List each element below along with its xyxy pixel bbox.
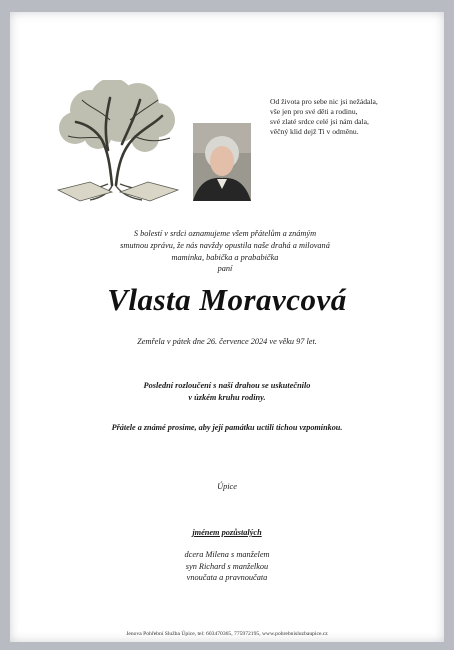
survivor-line: syn Richard s manželkou <box>185 561 269 571</box>
funeral-service-footer: Jenova Pohřební Služba Úpice, tel: 603470365, 775972195, www.pohrebnisluzbaupice.cz <box>126 631 328 637</box>
death-notice: Zemřela v pátek dne 26. července 2024 ve věku 97 let. <box>137 337 317 346</box>
friends-request: Přátele a známé prosíme, aby její památku uctili tichou vzpomínkou. <box>111 423 343 432</box>
farewell-line: v úzkém kruhu rodiny. <box>188 393 266 402</box>
farewell-line: Poslední rozloučení s naší drahou se uskutečnilo <box>143 381 311 390</box>
portrait-photo <box>193 123 251 201</box>
poem-line: vše jen pro své děti a rodinu, <box>270 107 358 116</box>
farewell-info <box>80 380 374 404</box>
announcement-intro <box>60 228 390 275</box>
survivors-list <box>0 549 454 584</box>
survivors-heading-text: jménem pozůstalých <box>192 528 262 537</box>
poem-line: věčný klid dejž Ti v odměnu. <box>270 127 359 136</box>
intro-line: maminka, babička a prababička <box>171 252 279 262</box>
deceased-name: Vlasta Moravcová <box>107 282 347 317</box>
survivor-line: vnoučata a pravnoučata <box>186 573 268 582</box>
memorial-poem <box>270 97 430 137</box>
intro-line: paní <box>217 264 233 274</box>
place-name: Úpice <box>217 482 237 491</box>
survivor-line: dcera Milena s manželem <box>184 550 270 559</box>
intro-line: smutnou zprávu, že nás navždy opustila naše drahá a milovaná <box>120 240 330 250</box>
poem-line: své zlaté srdce celé jsi nám dala, <box>270 117 369 126</box>
poem-line: Od života pro sebe nic jsi nežádala, <box>270 97 378 106</box>
intro-line: S bolestí v srdci oznamujeme všem přátelům a známým <box>133 229 317 238</box>
tree-of-life-illustration <box>50 80 185 205</box>
survivors-heading <box>0 528 454 537</box>
